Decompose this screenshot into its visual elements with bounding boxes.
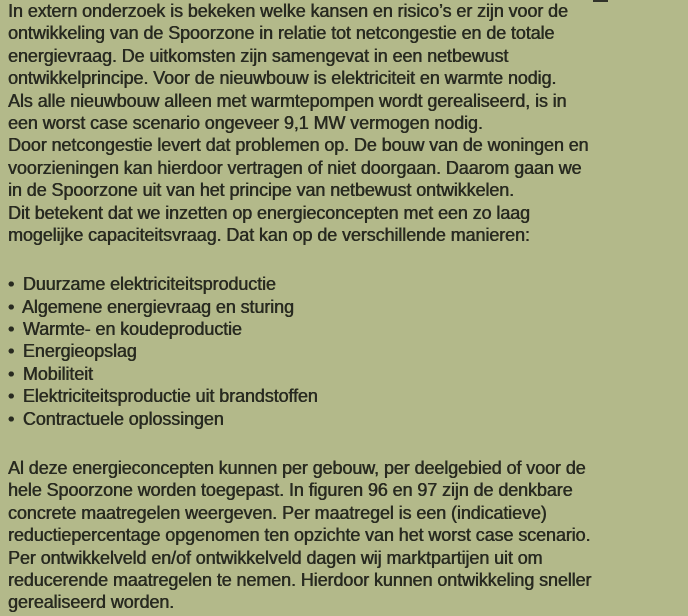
paragraph	[8, 0, 688, 246]
bullet-item: • Elektriciteitsproductie uit brandstoffen	[8, 386, 318, 407]
bullet-item: • Energieopslag	[8, 341, 137, 362]
bullet-icon: •	[8, 341, 15, 362]
bullet-item: • Warmte- en koudeproductie	[8, 319, 242, 340]
bullet-list	[8, 273, 688, 430]
text-line: energievraag. De uitkomsten zijn samengevat in een netbewust	[8, 45, 509, 66]
paragraph	[8, 457, 688, 614]
text-line: Dit betekent dat we inzetten op energieconcepten met een zo laag	[8, 202, 530, 223]
text-line: reductiepercentage opgenomen ten opzichte van het worst case scenario.	[8, 525, 591, 546]
text-line: Al deze energieconcepten kunnen per gebouw, per deelgebied of voor de	[8, 458, 586, 479]
text-line: ontwikkeling van de Spoorzone in relatie tot netcongestie en de totale	[8, 23, 555, 44]
text-line: hele Spoorzone worden toegepast. In figuren 96 en 97 zijn de denkbare	[8, 480, 573, 501]
text-line: Door netcongestie levert dat problemen op. De bouw van de woningen en	[8, 135, 589, 156]
text-line: een worst case scenario ongeveer 9,1 MW vermogen nodig.	[8, 112, 483, 133]
bullet-item: • Contractuele oplossingen	[8, 408, 224, 429]
bullet-icon: •	[8, 296, 15, 317]
text-line: reducerende maatregelen te nemen. Hierdoor kunnen ontwikkeling sneller	[8, 569, 592, 590]
text-line: Als alle nieuwbouw alleen met warmtepompen wordt gerealiseerd, is in	[8, 90, 567, 111]
bullet-icon: •	[8, 319, 15, 340]
text-line: In extern onderzoek is bekeken welke kansen en risico’s er zijn voor de	[8, 1, 568, 21]
bullet-item: • Algemene energievraag en sturing	[8, 296, 294, 317]
bullet-icon: •	[8, 386, 15, 407]
text-line: gerealiseerd worden.	[8, 592, 175, 613]
bullet-icon: •	[8, 274, 15, 295]
text-line: mogelijke capaciteitsvraag. Dat kan op de verschillende manieren:	[8, 224, 530, 245]
text-line: voorzieningen kan hierdoor vertragen of niet doorgaan. Daarom gaan we	[8, 157, 582, 178]
bullet-icon: •	[8, 363, 15, 384]
text-line: ontwikkelprincipe. Voor de nieuwbouw is elektriciteit en warmte nodig.	[8, 68, 557, 89]
bullet-icon: •	[8, 408, 15, 429]
bullet-item: • Duurzame elektriciteitsproductie	[8, 274, 276, 295]
bullet-item: • Mobiliteit	[8, 363, 93, 384]
text-line: Per ontwikkelveld en/of ontwikkelveld dagen wij marktpartijen uit om	[8, 547, 543, 568]
text-line: in de Spoorzone uit van het principe van netbewust ontwikkelen.	[8, 180, 515, 201]
text-line: concrete maatregelen weergeven. Per maatregel is een (indicatieve)	[8, 502, 547, 523]
